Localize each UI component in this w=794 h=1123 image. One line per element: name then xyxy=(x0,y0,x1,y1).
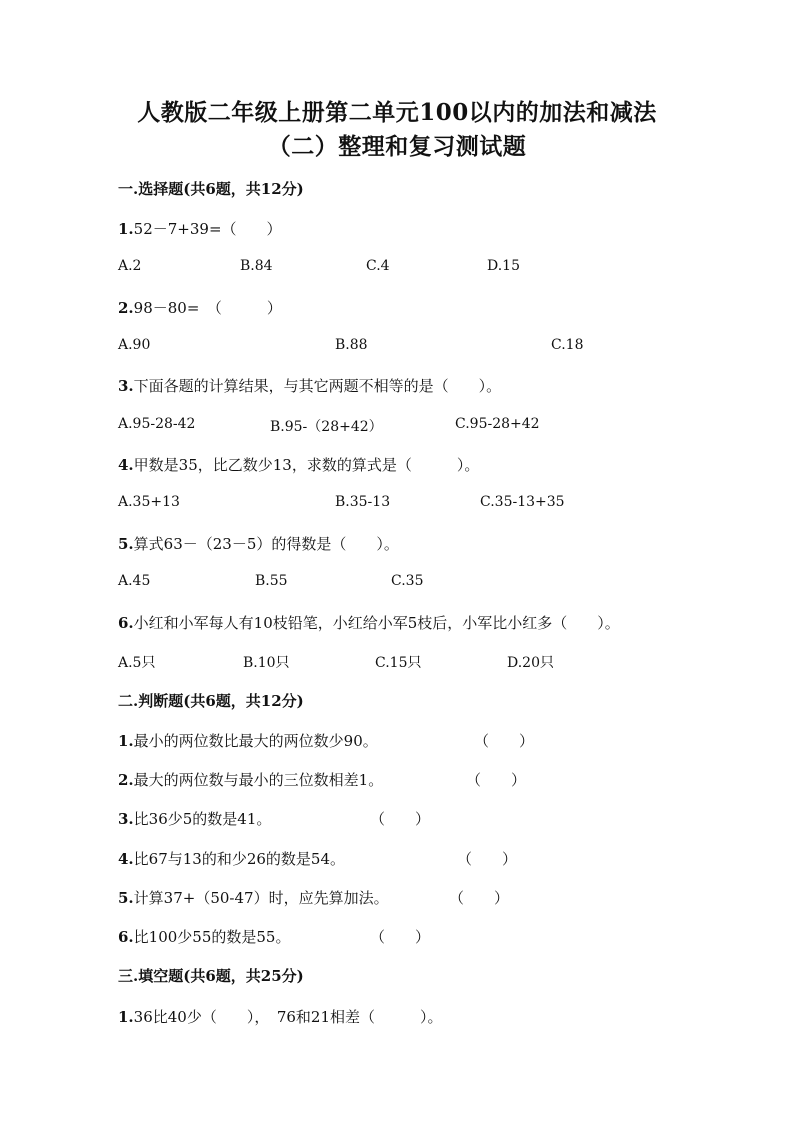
option-c: C.35 xyxy=(391,573,424,589)
question-text: 小红和小军每人有10枝铅笔，小红给小军5枝后，小军比小红多（ ）。 xyxy=(133,614,620,632)
option-a: A.45 xyxy=(118,573,151,589)
question-number: 2. xyxy=(118,771,134,789)
question-text: 52－7+39=（ ） xyxy=(133,220,282,238)
question-text: 最大的两位数与最小的三位数相差1。 xyxy=(133,771,384,789)
question-judge-1 xyxy=(118,730,378,751)
question-choice-1 xyxy=(118,218,282,239)
question-choice-6 xyxy=(118,612,620,633)
question-number: 2. xyxy=(118,299,134,317)
question-choice-2 xyxy=(118,297,282,318)
option-b: B.84 xyxy=(240,258,273,274)
question-text: 比36少5的数是41。 xyxy=(133,810,272,828)
question-text: 最小的两位数比最大的两位数少90。 xyxy=(133,732,378,750)
question-text: 计算37+（50-47）时，应先算加法。 xyxy=(133,889,389,907)
question-choice-5 xyxy=(118,533,399,554)
question-judge-4 xyxy=(118,848,345,869)
answer-bracket: （ ） xyxy=(370,810,431,828)
answer-bracket: （ ） xyxy=(449,889,510,907)
doc-title-line2: （二）整理和复习测试题 xyxy=(267,133,527,160)
question-choice-4 xyxy=(118,454,479,475)
option-a: A.2 xyxy=(118,258,142,274)
question-judge-3 xyxy=(118,808,271,829)
option-c: C.4 xyxy=(366,258,390,274)
section-heading-judge: 二.判断题(共6题，共12分) xyxy=(118,692,304,710)
question-number: 1. xyxy=(118,732,134,750)
option-d: D.20只 xyxy=(507,655,554,671)
section-heading-fill: 三.填空题(共6题，共25分) xyxy=(118,967,304,985)
option-c: C.15只 xyxy=(375,655,422,671)
option-b: B.35-13 xyxy=(335,494,391,510)
question-judge-2 xyxy=(118,769,383,790)
question-number: 1. xyxy=(118,1008,134,1026)
question-text: 比100少55的数是55。 xyxy=(133,928,291,946)
question-fill-1 xyxy=(118,1006,443,1027)
option-a: A.35+13 xyxy=(118,494,180,510)
option-b: B.55 xyxy=(255,573,288,589)
answer-bracket: （ ） xyxy=(457,850,518,868)
question-number: 1. xyxy=(118,220,134,238)
option-c: C.95-28+42 xyxy=(455,416,540,432)
question-number: 6. xyxy=(118,614,134,632)
question-text: 下面各题的计算结果，与其它两题不相等的是（ ）。 xyxy=(133,377,502,395)
doc-title-line1: 人教版二年级上册第二单元100以内的加法和减法 xyxy=(137,99,657,126)
question-number: 6. xyxy=(118,928,134,946)
question-text: 36比40少（ ）， 76和21相差（ ）。 xyxy=(133,1008,443,1026)
question-number: 4. xyxy=(118,456,134,474)
option-a: A.5只 xyxy=(118,655,156,671)
answer-bracket: （ ） xyxy=(466,771,527,789)
question-judge-5 xyxy=(118,887,389,908)
option-a: A.90 xyxy=(118,337,151,353)
question-text: 比67与13的和少26的数是54。 xyxy=(133,850,346,868)
option-c: C.35-13+35 xyxy=(480,494,565,510)
question-number: 3. xyxy=(118,810,134,828)
question-number: 5. xyxy=(118,889,134,907)
option-c: C.18 xyxy=(551,337,584,353)
option-b: B.95-（28+42） xyxy=(270,419,383,435)
option-d: D.15 xyxy=(487,258,520,274)
question-text: 甲数是35，比乙数少13，求数的算式是（ ）。 xyxy=(133,456,480,474)
section-heading-choice: 一.选择题(共6题，共12分) xyxy=(118,180,304,198)
question-number: 3. xyxy=(118,377,134,395)
question-text: 算式63－（23－5）的得数是（ ）。 xyxy=(133,535,399,553)
question-number: 4. xyxy=(118,850,134,868)
question-judge-6 xyxy=(118,926,290,947)
question-choice-3 xyxy=(118,375,501,396)
answer-bracket: （ ） xyxy=(474,732,535,750)
answer-bracket: （ ） xyxy=(370,928,431,946)
option-a: A.95-28-42 xyxy=(118,416,196,432)
option-b: B.10只 xyxy=(243,655,290,671)
question-number: 5. xyxy=(118,535,134,553)
option-b: B.88 xyxy=(335,337,368,353)
question-text: 98－80= （ ） xyxy=(133,299,282,317)
